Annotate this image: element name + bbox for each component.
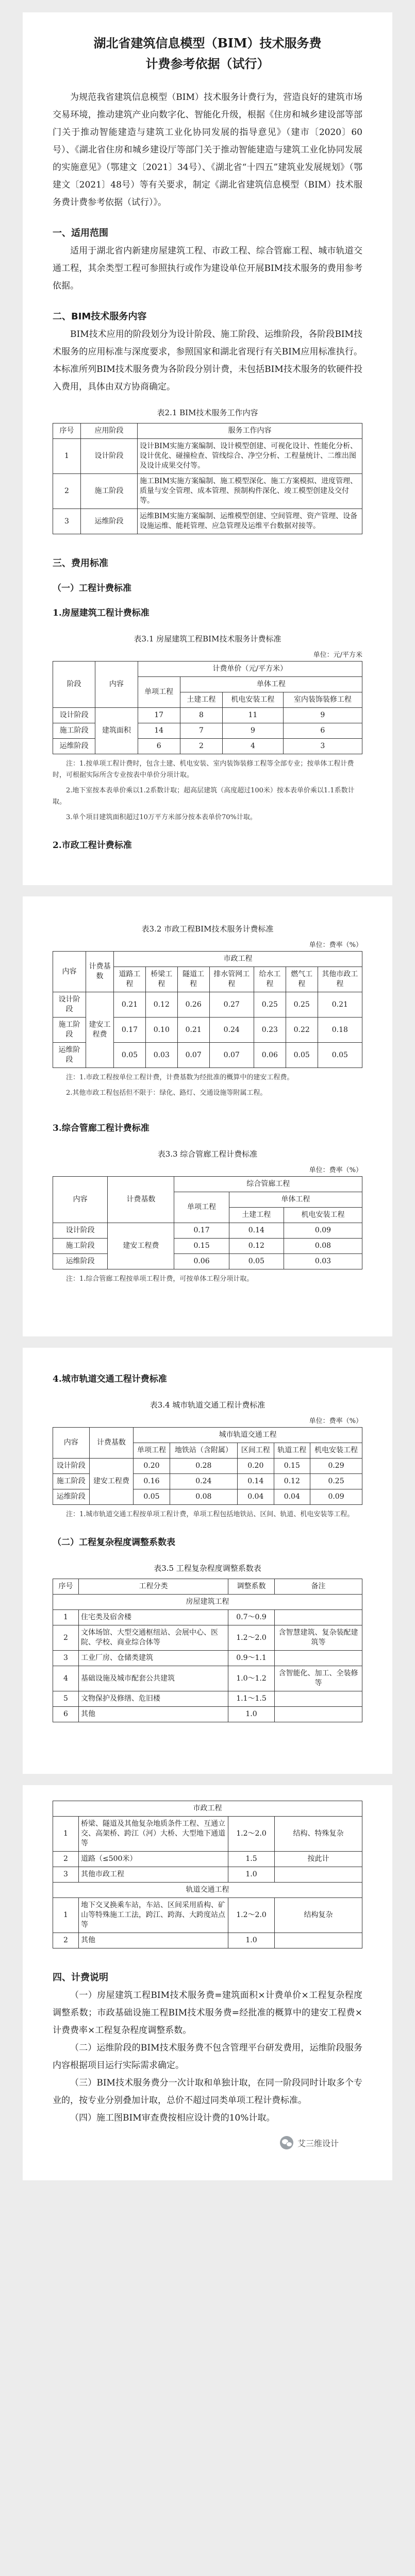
table-cell: 4 (53, 1666, 79, 1691)
table-header: 单项工程 (138, 677, 180, 708)
table-header: 单项工程 (174, 1192, 229, 1223)
table-cell (275, 1651, 362, 1666)
table-cell: 运维阶段 (53, 1254, 108, 1269)
table-cell: 0.12 (145, 992, 177, 1018)
table-cell: 按此计 (275, 1852, 362, 1867)
table-cell: 0.05 (229, 1254, 284, 1269)
table-row (53, 1691, 362, 1707)
table-cell: 桥梁、隧道及其他复杂地质条件工程、互通立交、高架桥、跨江（河）大桥、大型地下通道等 (79, 1817, 228, 1852)
table-cell: 6 (283, 723, 362, 739)
table-cell: 其他 (79, 1933, 228, 1948)
table-header: 计费基数 (86, 952, 114, 992)
table-cell: 建安工程费 (86, 992, 114, 1068)
table-cell: 施工阶段 (81, 474, 138, 509)
table-cell: 道路（≤500米） (79, 1852, 228, 1867)
table-group-label: 轨道交通工程 (53, 1883, 362, 1898)
table-header: 备注 (275, 1579, 362, 1595)
table-3-1 (53, 661, 362, 754)
table-row (53, 1817, 362, 1852)
table-cell: 0.09 (284, 1223, 362, 1239)
table-3-4-unit: 单位：费率（%） (309, 1417, 362, 1425)
table-header: 内容 (53, 1177, 108, 1223)
table-group-row (53, 1801, 362, 1817)
section-1-title: 一、适用范围 (53, 228, 108, 239)
table-cell: 3 (53, 1867, 79, 1883)
table-row (53, 1610, 362, 1625)
table-cell: 1 (53, 1610, 79, 1625)
table-cell: 0.09 (310, 1489, 362, 1505)
table-cell: 0.26 (177, 992, 209, 1018)
table-cell: 施工阶段 (53, 1018, 86, 1043)
subsection-1-4-title: 4.城市轨道交通工程计费标准 (53, 1374, 167, 1384)
table-3-1-note: 2.地下室按本表单价乘以1.2系数计取；超高层建筑（高度超过100米）按本表单价乘以1.1系数计取。 (53, 787, 355, 806)
table-cell: 4 (223, 739, 284, 754)
subsection-1-1-title: 1.房屋建筑工程计费标准 (53, 608, 150, 618)
table-cell: 运维阶段 (53, 1489, 90, 1505)
table-cell: 施工阶段 (53, 1474, 90, 1489)
table-cell: 1.0 (228, 1867, 275, 1883)
table-header: 阶段 (53, 662, 95, 708)
table-cell: 0.17 (114, 1018, 146, 1043)
table-3-1-caption: 表3.1 房屋建筑工程BIM技术服务计费标准 (134, 634, 281, 643)
table-cell: 0.9～1.1 (228, 1651, 275, 1666)
table-3-3-note: 注：1.综合管廊工程按单项工程计费，可按单体工程分项计取。 (66, 1275, 254, 1283)
table-3-4 (53, 1427, 362, 1505)
table-header: 综合管廊工程 (174, 1177, 362, 1192)
table-row (53, 1239, 362, 1254)
table-header: 土建工程 (229, 1208, 284, 1223)
table-cell: 1.0～1.2 (228, 1666, 275, 1691)
table-3-2-unit: 单位：费率（%） (309, 941, 362, 949)
table-header: 轨道工程 (274, 1443, 310, 1459)
table-row (53, 708, 362, 723)
table-cell (275, 1933, 362, 1948)
table-header: 计费基数 (108, 1177, 174, 1223)
table-3-2-note: 2.其他市政工程包括但不限于：绿化、路灯、交通设施等附属工程。 (66, 1089, 267, 1097)
table-row (53, 1625, 362, 1651)
billing-note: （四）施工图BIM审查费按相应设计费的10%计取。 (70, 2113, 275, 2123)
table-cell: 设计阶段 (53, 992, 86, 1018)
table-cell: 设计阶段 (53, 708, 95, 723)
table-header: 内容 (95, 662, 138, 708)
table-row (53, 1666, 362, 1691)
table-2-1-caption: 表2.1 BIM技术服务工作内容 (157, 408, 258, 417)
table-cell: 0.05 (114, 1043, 146, 1068)
table-cell: 工业厂房、仓储类建筑 (79, 1651, 228, 1666)
table-header: 区间工程 (238, 1443, 274, 1459)
table-group-row (53, 1595, 362, 1610)
table-header: 燃气工程 (286, 967, 318, 992)
table-cell: 0.28 (170, 1459, 237, 1474)
section-4-title: 四、计费说明 (53, 1972, 108, 1983)
table-cell: 结构复杂 (275, 1898, 362, 1933)
table-cell: 2 (53, 1933, 79, 1948)
table-cell: 0.22 (286, 1018, 318, 1043)
table-cell: 2 (53, 1625, 79, 1651)
table-cell: 设计阶段 (81, 439, 138, 474)
billing-note: （一）房屋建筑工程BIM技术服务费=建筑面积×计费单价×工程复杂程度调整系数；市政基础设施工程BIM技术服务费=经批准的概算中的建安工程费×计费费率×工程复杂程度调整系数。 (53, 1990, 362, 2036)
table-cell: 0.06 (174, 1254, 229, 1269)
table-header: 序号 (53, 423, 81, 439)
table-cell (275, 1691, 362, 1707)
table-cell: 0.04 (238, 1489, 274, 1505)
account-name: 艾三维设计 (297, 2138, 339, 2148)
table-cell: 0.25 (286, 992, 318, 1018)
table-3-5 (53, 1579, 362, 1722)
table-3-5-continued (53, 1801, 362, 1948)
table-3-1-note: 3.单个项目建筑面积超过10万平方米部分按本表单价70%计取。 (66, 814, 257, 821)
table-3-4-note: 注：1.城市轨道交通工程按单项工程计费，单项工程包括地铁站、区间、轨道、机电安装等工程。 (66, 1511, 354, 1518)
table-cell: 11 (223, 708, 284, 723)
table-cell (275, 1610, 362, 1625)
table-cell: 1.0 (228, 1707, 275, 1722)
table-cell: 其他市政工程 (79, 1867, 228, 1883)
table-cell: 0.08 (284, 1239, 362, 1254)
table-row (53, 509, 362, 534)
section-1-text: 适用于湖北省内新建房屋建筑工程、市政工程、综合管廊工程、城市轨道交通工程，其余类型工程可参照执行或作为建设单位开展BIM技术服务的费用参考依据。 (53, 246, 362, 291)
table-cell: 0.20 (238, 1459, 274, 1474)
subsection-1-title: （一）工程计费标准 (53, 583, 131, 594)
table-cell: 1.2～2.0 (228, 1625, 275, 1651)
table-cell: 施工BIM实施方案编制、施工模型深化、施工方案模拟、进度管理、质量与安全管理、成本管理、预制构件深化、竣工模型创建及交付等。 (138, 474, 362, 509)
table-cell: 14 (138, 723, 180, 739)
table-cell: 文体场馆、大型交通枢纽站、会展中心、医院、学校、商业综合体等 (79, 1625, 228, 1651)
table-3-2-note: 注：1.市政工程按单位工程计费，计费基数为经批准的概算中的建安工程费。 (66, 1074, 294, 1081)
table-row (53, 1223, 362, 1239)
table-3-3 (53, 1176, 362, 1269)
table-cell: 建安工程费 (108, 1223, 174, 1269)
table-cell: 0.04 (274, 1489, 310, 1505)
table-cell: 0.05 (134, 1489, 170, 1505)
table-3-1-unit: 单位：元/平方米 (313, 651, 362, 659)
table-cell: 0.05 (318, 1043, 362, 1068)
table-cell: 1 (53, 1898, 79, 1933)
table-row (53, 439, 362, 474)
table-cell: 2 (53, 474, 81, 509)
table-cell: 0.25 (310, 1474, 362, 1489)
doc-title-line-2: 计费参考依据（试行） (145, 56, 270, 71)
table-cell: 17 (138, 708, 180, 723)
table-cell: 含智能化、加工、全装修等 (275, 1666, 362, 1691)
table-cell: 0.12 (229, 1239, 284, 1254)
table-cell: 0.06 (254, 1043, 286, 1068)
table-cell: 0.15 (274, 1459, 310, 1474)
table-cell: 设计阶段 (53, 1459, 90, 1474)
section-2-title: 二、BIM技术服务内容 (53, 311, 147, 322)
table-cell: 1 (53, 439, 81, 474)
table-header: 道路工程 (114, 967, 146, 992)
billing-note: （二）运维阶段的BIM技术服务费不包含管理平台研发费用，运维阶段服务内容根据项目运行实际需求确定。 (53, 2043, 362, 2071)
table-cell: 结构、特殊复杂 (275, 1817, 362, 1852)
table-cell: 0.23 (254, 1018, 286, 1043)
table-cell: 0.25 (254, 992, 286, 1018)
table-header: 应用阶段 (81, 423, 138, 439)
table-cell: 0.07 (209, 1043, 254, 1068)
table-header: 桥梁工程 (145, 967, 177, 992)
table-header: 序号 (53, 1579, 79, 1595)
table-2-1 (53, 423, 362, 534)
table-cell: 0.07 (177, 1043, 209, 1068)
table-group-label: 市政工程 (53, 1801, 362, 1817)
table-3-5-caption: 表3.5 工程复杂程度调整系数表 (154, 1564, 261, 1573)
table-3-1-note: 注：1.按单项工程计费时，包含土建、机电安装、室内装饰装修工程等全部专业；按单体工程计费时，可根据实际所含专业按表中单价分项计取。 (53, 760, 354, 779)
subsection-1-2-title: 2.市政工程计费标准 (53, 840, 132, 851)
table-cell: 施工阶段 (53, 723, 95, 739)
subsection-1-3-title: 3.综合管廊工程计费标准 (53, 1123, 150, 1133)
table-header: 服务工作内容 (138, 423, 362, 439)
table-header: 计费基数 (89, 1428, 134, 1459)
table-cell: 基础设施及城市配套公共建筑 (79, 1666, 228, 1691)
table-cell: 0.14 (229, 1223, 284, 1239)
table-cell: 0.20 (134, 1459, 170, 1474)
table-header: 隧道工程 (177, 967, 209, 992)
table-cell: 1.1～1.5 (228, 1691, 275, 1707)
table-header: 内容 (53, 952, 86, 992)
table-row (53, 1933, 362, 1948)
table-cell: 0.21 (318, 992, 362, 1018)
table-cell: 设计阶段 (53, 1223, 108, 1239)
table-row (53, 1867, 362, 1883)
table-cell: 9 (283, 708, 362, 723)
document-sheet-3 (23, 1348, 392, 1774)
billing-note: （三）BIM技术服务费分一次计取和单独计取，在同一阶段同时计取多个专业的，按专业分别叠加计取，总价不超过同类单项工程计费标准。 (53, 2078, 362, 2106)
table-header: 市政工程 (114, 952, 362, 967)
table-header: 土建工程 (180, 692, 222, 708)
table-cell: 5 (53, 1691, 79, 1707)
table-row (53, 1651, 362, 1666)
document-sheet-1 (23, 12, 392, 885)
table-cell: 1.2～2.0 (228, 1817, 275, 1852)
table-cell: 其他 (79, 1707, 228, 1722)
table-cell: 3 (53, 509, 81, 534)
table-cell: 建安工程费 (89, 1459, 134, 1505)
table-cell: 地下交叉换乘车站，车站、区间采用盾构、矿山等特殊施工工法，跨江、跨海、大跨度站点等 (79, 1898, 228, 1933)
table-header: 城市轨道交通工程 (134, 1428, 362, 1443)
table-cell: 6 (53, 1707, 79, 1722)
table-group-label: 房屋建筑工程 (53, 1595, 362, 1610)
table-header: 计费单价（元/平方米） (138, 662, 362, 677)
table-cell: 3 (53, 1651, 79, 1666)
table-header: 单体工程 (180, 677, 362, 692)
doc-title-line-1: 湖北省建筑信息模型（BIM）技术服务费 (93, 36, 322, 50)
table-cell: 0.03 (284, 1254, 362, 1269)
table-header: 地铁站（含附属） (170, 1443, 237, 1459)
table-header: 给水工程 (254, 967, 286, 992)
table-cell: 0.17 (174, 1223, 229, 1239)
table-header: 其他市政工程 (318, 967, 362, 992)
table-cell: 含智慧建筑、复杂装配建筑等 (275, 1625, 362, 1651)
subsection-2-title: （二）工程复杂程度调整系数表 (53, 1537, 175, 1548)
table-cell: 7 (180, 723, 222, 739)
table-cell: 8 (180, 708, 222, 723)
table-cell: 6 (138, 739, 180, 754)
table-row (53, 1707, 362, 1722)
table-cell: 0.21 (177, 1018, 209, 1043)
table-header: 机电安装工程 (284, 1208, 362, 1223)
table-row (53, 474, 362, 509)
table-3-3-caption: 表3.3 综合管廊工程计费标准 (157, 1149, 258, 1159)
table-header: 单项工程 (134, 1443, 170, 1459)
table-row (53, 992, 362, 1018)
table-cell: 0.24 (209, 1018, 254, 1043)
table-3-4-caption: 表3.4 城市轨道交通工程计费标准 (150, 1400, 265, 1410)
table-group-row (53, 1883, 362, 1898)
table-cell: 1.2～2.0 (228, 1898, 275, 1933)
account-watermark (280, 2136, 362, 2149)
table-cell: 施工阶段 (53, 1239, 108, 1254)
table-3-2-caption: 表3.2 市政工程BIM技术服务计费标准 (141, 924, 274, 934)
table-cell: 0.27 (209, 992, 254, 1018)
table-cell: 运维BIM实施方案编制、运维模型创建、空间管理、资产管理、设备设施运维、能耗管理、应急管理及运维平台数据对接等。 (138, 509, 362, 534)
table-cell: 0.14 (238, 1474, 274, 1489)
table-header: 室内装饰装修工程 (283, 692, 362, 708)
table-cell: 2 (53, 1852, 79, 1867)
table-cell: 0.29 (310, 1459, 362, 1474)
document-sheet-2 (23, 896, 392, 1336)
table-cell: 运维阶段 (81, 509, 138, 534)
table-cell: 建筑面积 (95, 708, 138, 754)
table-cell: 住宅类及宿舍楼 (79, 1610, 228, 1625)
table-cell: 9 (223, 723, 284, 739)
table-cell: 文物保护及修缮、危旧楼 (79, 1691, 228, 1707)
table-cell: 0.12 (274, 1474, 310, 1489)
table-3-3-unit: 单位：费率（%） (309, 1166, 362, 1174)
section-2-text: BIM技术应用的阶段划分为设计阶段、施工阶段、运维阶段，各阶段BIM技术服务的应用标准与深度要求，参照国家和湖北省现行有关BIM应用标准执行。本标准所列BIM技术服务费为各阶段分别计费，未包括BIM技术服务的软硬件投入费用，具体由双方协商确定。 (53, 329, 362, 392)
wechat-icon (280, 2136, 293, 2149)
table-cell: 0.08 (170, 1489, 237, 1505)
table-cell: 0.18 (318, 1018, 362, 1043)
table-cell: 0.21 (114, 992, 146, 1018)
table-header: 内容 (53, 1428, 90, 1459)
section-3-title: 三、费用标准 (53, 558, 108, 569)
table-row (53, 1852, 362, 1867)
table-cell (275, 1867, 362, 1883)
table-cell: 0.03 (145, 1043, 177, 1068)
table-cell: 运维阶段 (53, 739, 95, 754)
table-3-2 (53, 951, 362, 1068)
table-cell: 0.16 (134, 1474, 170, 1489)
table-cell: 0.24 (170, 1474, 237, 1489)
table-header: 机电安装工程 (310, 1443, 362, 1459)
table-cell: 0.10 (145, 1018, 177, 1043)
table-row (53, 1459, 362, 1474)
document-sheet-4 (23, 1785, 392, 2180)
table-cell: 2 (180, 739, 222, 754)
table-cell: 1.5 (228, 1852, 275, 1867)
table-cell: 1.0 (228, 1933, 275, 1948)
table-header: 单体工程 (229, 1192, 362, 1208)
table-cell: 0.7～0.9 (228, 1610, 275, 1625)
table-cell: 设计BIM实施方案编制、设计模型创建、可视化设计、性能化分析、设计优化、碰撞检查、管线综合、净空分析、工程量统计、二维出图及设计成果交付等。 (138, 439, 362, 474)
table-cell: 0.05 (286, 1043, 318, 1068)
table-row (53, 1898, 362, 1933)
table-header: 排水管网工程 (209, 967, 254, 992)
table-cell: 1 (53, 1817, 79, 1852)
table-cell: 运维阶段 (53, 1043, 86, 1068)
table-header: 调整系数 (228, 1579, 275, 1595)
table-header: 工程分类 (79, 1579, 228, 1595)
table-cell: 0.15 (174, 1239, 229, 1254)
table-cell (275, 1707, 362, 1722)
table-header: 机电安装工程 (223, 692, 284, 708)
table-cell: 3 (283, 739, 362, 754)
table-row (53, 1254, 362, 1269)
intro-paragraph: 为规范我省建筑信息模型（BIM）技术服务计费行为，营造良好的建筑市场交易环境，推动建筑产业向数字化、智能化升级，根据《住房和城乡建设部等部门关于推动智能建造与建筑工业化协同发展的指导意见》（建市〔2020〕60号）、《湖北省住房和城乡建设厅等部门关于推动智能建造与建筑工业化协同发展的实施意见》（鄂建文〔2021〕34号）、《湖北省“十四五”建筑业发展规划》（鄂建文〔2021〕48号）等有关要求，制定《湖北省建筑信息模型（BIM）技术服务费计费参考依据（试行）》。 (53, 92, 362, 208)
